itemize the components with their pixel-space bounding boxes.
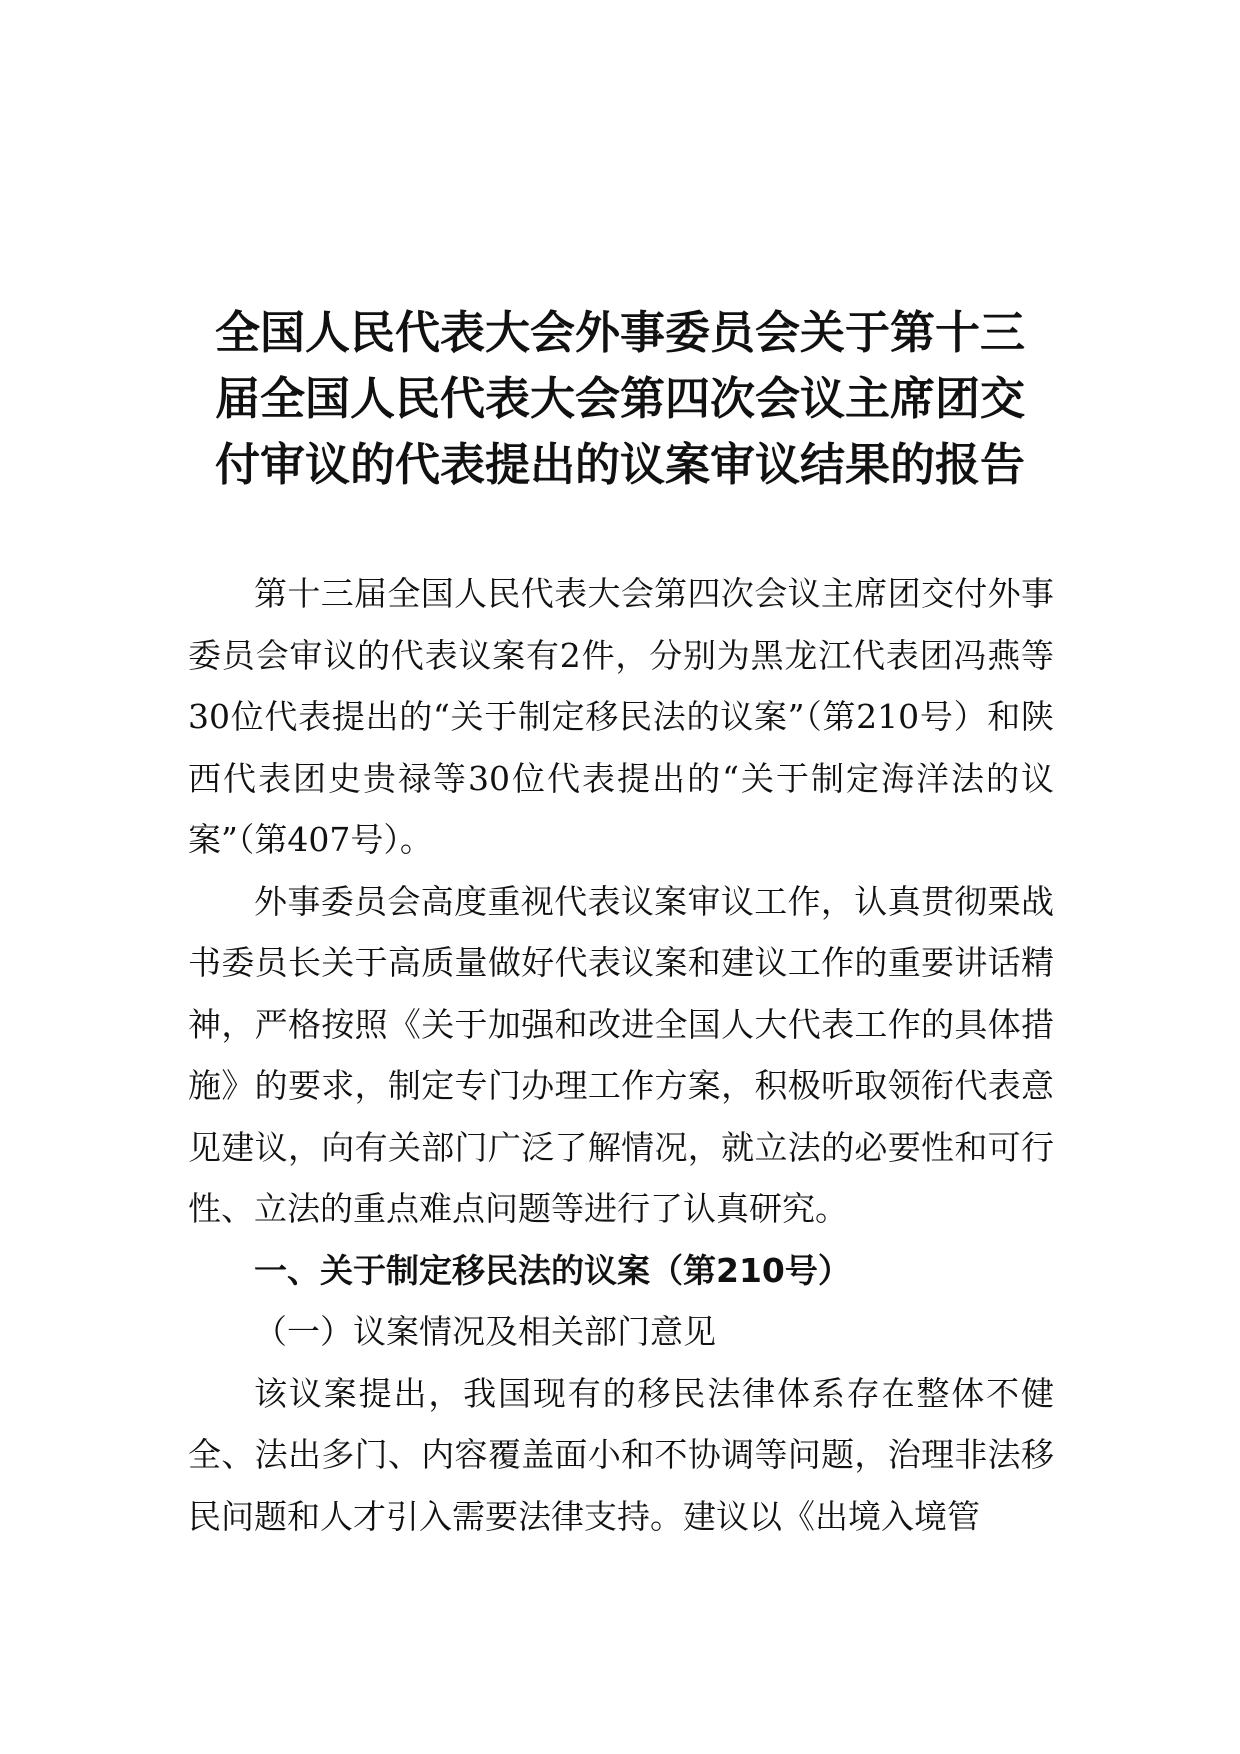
subsection-heading: （一）议案情况及相关部门意见 <box>254 1312 716 1351</box>
paragraph-committee-work: 外事委员会高度重视代表议案审议工作，认真贯彻栗战书委员长关于高质量做好代表议案和建议工作的重要讲话精神，严格按照《关于加强和改进全国人大代表工作的具体措施》的要求，制定专门办理工作方案，积极听取领衔代表意见建议，向有关部门广泛了解情况，就立法的必要性和可行性、立法的重点难点问题等进行了认真研究。 <box>188 881 1054 1228</box>
document-title <box>200 300 1040 498</box>
paragraph-intro: 第十三届全国人民代表大会第四次会议主席团交付外事委员会审议的代表议案有2件，分别为黑龙江代表团冯燕等30位代表提出的“关于制定移民法的议案”（第210号）和陕西代表团史贵禄等30位代表提出的“关于制定海洋法的议案”（第407号）。 <box>188 574 1054 859</box>
title-line-2: 届全国人民代表大会第四次会议主席团交 <box>214 372 1025 425</box>
title-line-1: 全国人民代表大会外事委员会关于第十三 <box>214 306 1025 359</box>
document-body <box>188 563 1054 1547</box>
section-heading: 一、关于制定移民法的议案（第210号） <box>254 1250 851 1290</box>
title-line-3: 付审议的代表提出的议案审议结果的报告 <box>214 438 1025 491</box>
paragraph-proposal-details: 该议案提出，我国现有的移民法律体系存在整体不健全、法出多门、内容覆盖面小和不协调等问题，治理非法移民问题和人才引入需要法律支持。建议以《出境入境管 <box>188 1373 1054 1536</box>
